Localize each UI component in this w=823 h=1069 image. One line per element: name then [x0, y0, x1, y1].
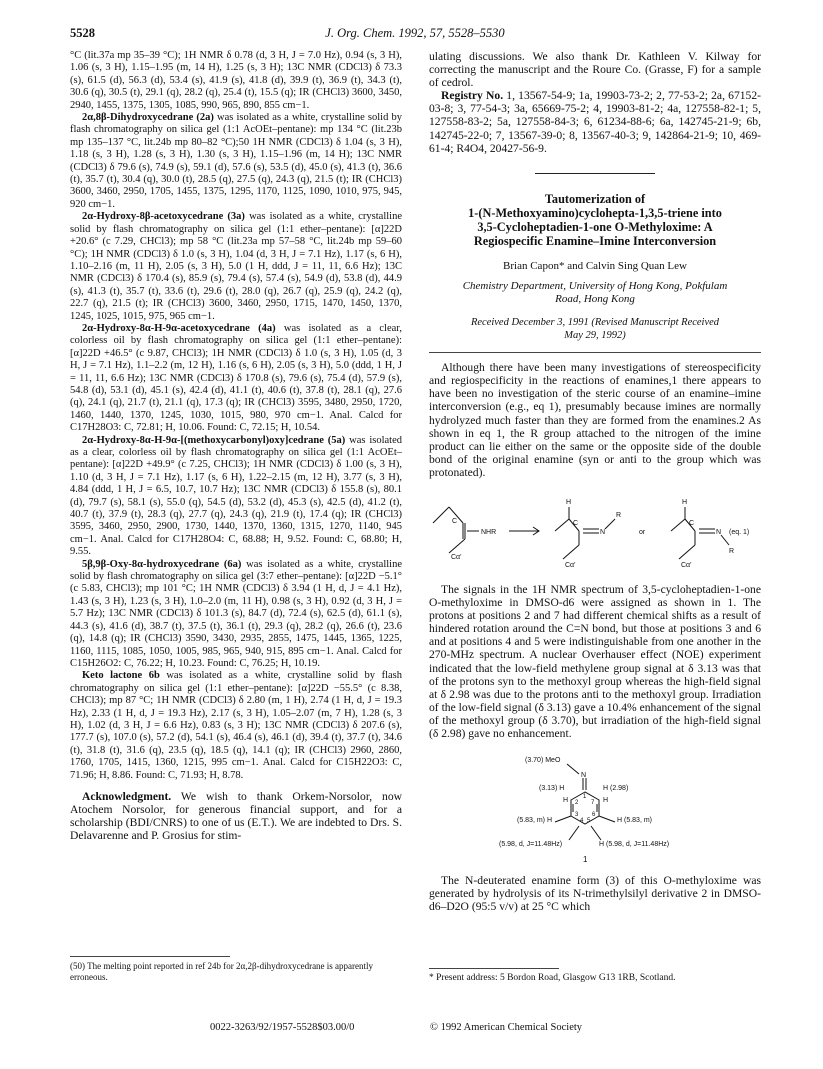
- registry-text: 1, 13567-54-9; 1a, 19903-73-2; 2, 77-53-2; 2a, 67152-03-8; 3, 77-54-3; 3a, 65669-75-2; 4, 19903-81-2; 4a, 127558-82-1; 5, 127558-83-2; 5a, 127558-84-3; 6, 61234-88-6; 6a, 142745-21-9; 6b, 142745-22-0; 7, 13567-39-0; 8, 13567-40-3; 9, 142864-21-9; 10, 469-61-4; R4O4, 20427-56-9.: [429, 89, 761, 155]
- registry-numbers: [429, 89, 761, 154]
- paragraph-3a: [70, 211, 402, 323]
- received-dates: [429, 316, 761, 342]
- affiliation: [429, 280, 761, 306]
- deuterated-enamine-paragraph: The N-deuterated enamine form (3) of this O-methyloxime was generated by hydrolysis of its N-trimethylsilyl derivative 2 in DMSO-d6–D2O (95:5 v/v) at 25 °C which: [429, 874, 761, 914]
- title-line-3: 3,5-Cycloheptadien-1-one O-Methyloxime: A: [477, 219, 713, 234]
- fig-position-1: 1: [583, 794, 587, 801]
- compound-6b-heading: Keto lactone 6b: [82, 670, 160, 682]
- fig-h313-label: (3.13) H: [539, 785, 565, 793]
- fig-position-2: 2: [575, 800, 579, 807]
- compound-6a-heading: 5β,9β-Oxy-8α-hydroxycedrane (6a): [82, 558, 242, 570]
- paragraph-1a-data: °C (lit.37a mp 35–39 °C); 1H NMR δ 0.78 (d, 3 H, J = 7.0 Hz), 0.94 (s, 3 H), 1.06 (s, 3 H), 1.15–1.95 (m, 14 H), 1.25 (s, 3 H); 13C NMR (CDCl3) δ 73.3 (s), 61.5 (d), 56.3 (d), 53.4 (s), 41.9 (s), 41.8 (d), 39.9 (t), 36.9 (t), 34.3 (t), 30.6 (q), 30.5 (t), 29.1 (q), 28.2 (q), 25.4 (t), 15.5 (q); IR (CHCl3) 3600, 3450, 2940, 1455, 1375, 1305, 1085, 990, 965, 890, 855 cm−1.: [70, 50, 402, 111]
- scheme-c-middle: C: [573, 520, 579, 527]
- compound-2a-text: was isolated as a white, crystalline solid by flash chromatography on silica gel (1:1 AcOEt–pentane): mp 134 °C (lit.23b mp 135–137 °C, lit.24b mp 80–82 °C);50 1H NMR (CDCl3) δ 1.04 (s, 3 H), 1.18 (s, 3 H), 1.28 (s, 3 H), 1.30 (s, 3 H), 1.15–1.96 (m, 14 H); 13C NMR (CDCl3) δ 79.6 (s), 74.9 (s), 59.1 (d), 57.6 (s), 53.5 (d), 45.0 (s), 41.3 (t), 36.6 (t), 35.7 (t), 30.4 (q), 30.0 (t), 28.5 (q), 27.5 (q), 24.3 (q), 21.5 (t); IR (CHCl3) 3600, 3460, 2950, 1705, 1455, 1375, 1295, 1170, 1125, 1090, 1010, 975, 945, 920 cm−1.: [70, 112, 402, 210]
- paragraph-6a: [70, 559, 402, 671]
- right-column: [429, 50, 761, 913]
- received-line-1: Received December 3, 1991 (Revised Manuscript Received: [470, 317, 720, 329]
- page-header: [70, 26, 760, 42]
- fig-h598-right: H (5.98, d, J=11.48Hz): [599, 841, 670, 849]
- compound-3a-heading: 2α-Hydroxy-8β-acetoxycedrane (3a): [82, 211, 245, 223]
- intro-paragraph: Although there have been many investigations of stereospecificity and regiospecificity in the reactions of enamines,1 there appears to have been no investigation of the steric course of an enamine–imine interconversion (e.g., eq 1), presumably because imines are normally hydrolyzed much faster than they are formed from the enamines.2 As shown in eq 1, the R group attached to the nitrogen of the imine product can lie either on the same or the opposite side of the double bond of the original enamine (syn or anti to the group which was protonated).: [429, 361, 761, 479]
- compound-4a-heading: 2α-Hydroxy-8α-H-9α-acetoxycedrane (4a): [82, 322, 276, 334]
- copyright: © 1992 American Chemical Society: [430, 1022, 583, 1033]
- journal-citation: J. Org. Chem. 1992, 57, 5528–5530: [325, 26, 505, 40]
- fig-position-6: 6: [592, 812, 596, 819]
- affiliation-line-2: Road, Hong Kong: [555, 293, 635, 306]
- acknowledgment-text: We wish to thank Orkem-Norsolor, now Atochem Norsolor, for generous financial support, and for a scholarship (BDI/CNRS) to one of us (E.T.). We are indebted to Drs. S. Delavarenne and P. Grosius for stim-: [70, 789, 402, 843]
- scheme-eq-label: (eq. 1): [729, 529, 750, 536]
- compound-6a-text: was isolated as a white, crystalline solid by flash chromatography on silica gel (3:7 ether–pentane): [α]22D −5.1° (c 5.83, CHCl3); mp 101 °C; 1H NMR (CDCl3) δ 3.94 (1 H, d, J = 4.1 Hz), 1.43 (s, 3 H), 1.23 (s, 3 H), 1.0–2.0 (m, 11 H), 0.98 (s, 3 H), 0.92 (d, 3 H, J = 5.7 Hz); 13C NMR (CDCl3) δ 101.3 (s), 84.7 (d), 72.4 (s), 62.5 (d), 61.1 (s), 44.3 (s), 41.6 (d), 38.7 (t), 37.5 (t), 36.1 (t), 29.3 (q), 28.2 (q), 26.6 (t), 23.6 (q), 14.8 (q); IR (CHCl3) 3590, 3430, 2935, 2855, 1475, 1445, 1365, 1225, 1160, 1115, 1085, 1050, 1005, 985, 965, 940, 915, 895 cm−1. Anal. Calcd for C15H26O2: C, 76.22; H, 10.23. Found: C, 76.25; H, 10.19.: [70, 558, 402, 669]
- paragraph-6b: [70, 670, 402, 782]
- present-address-note: * Present address: 5 Bordon Road, Glasgow G13 1RB, Scotland.: [429, 973, 676, 983]
- scheme-ca-right: Cα': [681, 562, 692, 569]
- scheme-h-middle: H: [566, 499, 572, 506]
- fig-compound-number: 1: [583, 855, 588, 865]
- title-line-1: Tautomerization of: [544, 191, 646, 206]
- acknowledgment-continued: ulating discussions. We also thank Dr. Kathleen V. Kilway for correcting the manuscript and the Roure Co. (Grasse, F) for a sample of cedrol.: [429, 50, 761, 90]
- fig-position-3: 3: [575, 812, 579, 819]
- fig-h298-label: H (2.98): [603, 785, 629, 793]
- scheme-r-right: R: [729, 548, 735, 555]
- acknowledgment: [70, 790, 402, 842]
- scheme-h-right: H: [682, 499, 688, 506]
- page-number: 5528: [70, 26, 95, 40]
- fig-n-label: N: [581, 772, 587, 780]
- acknowledgment-heading: Acknowledgment.: [82, 789, 172, 803]
- scheme-ca-left: Cα': [451, 554, 462, 561]
- scheme-c-right: C: [689, 520, 695, 527]
- scheme-n-middle: N: [600, 529, 606, 536]
- scheme-or-label: or: [639, 529, 646, 536]
- footnote-right-rule: [429, 968, 559, 969]
- fig-h583-left: (5.83, m) H: [517, 817, 553, 825]
- footnote-left-rule: [70, 956, 230, 957]
- scheme-ca-middle: Cα': [565, 562, 576, 569]
- scheme-c-label-left: C: [452, 518, 458, 525]
- title-line-4: Regiospecific Enamine–Imine Interconversion: [473, 233, 717, 248]
- oxime-structure-1: [429, 750, 761, 868]
- registry-heading: Registry No.: [441, 89, 504, 103]
- article-code: 0022-3263/92/1957-5528$03.00/0: [210, 1022, 355, 1033]
- scheme-nhr-label: NHR: [481, 529, 497, 536]
- fig-h-right: H: [603, 797, 609, 805]
- fig-position-7: 7: [591, 800, 595, 807]
- scheme-n-right: N: [716, 529, 722, 536]
- affiliation-line-1: Chemistry Department, University of Hong Kong, Pokfulam: [462, 280, 728, 293]
- fig-meo-label: (3.70) MeO: [525, 757, 561, 765]
- fig-position-5: 5: [587, 818, 591, 825]
- paragraph-2a: [70, 112, 402, 211]
- title-line-2: 1-(N-Methoxyamino)cyclohepta-1,3,5-triene into: [468, 205, 722, 220]
- compound-6b-text: was isolated as a white, crystalline solid by flash chromatography on silica gel (1:1 ether–pentane): [α]22D −55.5° (c 8.38, CHCl3); mp 87 °C; 1H NMR (CDCl3) δ 2.80 (m, 1 H), 2.74 (1 H, d, J = 19.3 Hz), 2.33 (1 H, d, J = 19.3 Hz), 2.17 (s, 3 H), 1.05–2.07 (m, 7 H), 1.28 (s, 3 H), 1.02 (d, 3 H, J = 6.6 Hz), 0.83 (s, 3 H); 13C NMR (CDCl3) δ 207.6 (s), 177.7 (s), 107.0 (s), 57.2 (d), 54.1 (s), 46.4 (s), 46.1 (d), 39.4 (t), 37.7 (t), 34.6 (t), 31.8 (t), 31.6 (q), 23.5 (q), 18.5 (q), 14.1 (q); IR (CHCl3) 2960, 2860, 1760, 1705, 1415, 1360, 1215, 995 cm−1. Anal. Calcd for C15H22O3: C, 71.96; H, 8.86. Found: C, 71.93; H, 8.78.: [70, 670, 402, 781]
- compound-4a-text: was isolated as a clear, colorless oil by flash chromatography on silica gel (1:1 ether–pentane): [α]22D +46.5° (c 9.87, CHCl3); 1H NMR (CDCl3) δ 1.0 (s, 3 H), 1.05 (d, 3 H, J = 7.1 Hz), 1.1–2.2 (m, 12 H), 1.16 (s, 6 H), 2.05 (s, 3 H), 5.0 (ddd, 1 H, J = 11, 11, 6.6 Hz); 13C NMR (CDCl3) δ 170.8 (s), 79.6 (s), 75.4 (d), 57.9 (s), 54.8 (d), 53.1 (d), 45.1 (s), 42.4 (d), 41.1 (t), 40.6 (t), 37.8 (t), 28.1 (q), 27.6 (q), 24.1 (q), 21.7 (t), 21.1 (q), 17.3 (q); IR (CHCl3) 3595, 3480, 2950, 1720, 1460, 1440, 1370, 1245, 1030, 1015, 980, 970 cm−1. Anal. Calcd for C17H28O3: C, 72.81; H, 10.06. Found: C, 72.15; H, 10.54.: [70, 322, 402, 434]
- footnote-left: [70, 956, 402, 983]
- left-column: [70, 50, 402, 842]
- compound-2a-heading: 2α,8β-Dihydroxycedrane (2a): [82, 112, 214, 124]
- fig-h-left: H: [563, 797, 569, 805]
- authors: Brian Capon* and Calvin Sing Quan Lew: [503, 259, 687, 272]
- fig-position-4: 4: [580, 818, 584, 825]
- paragraph-4a: [70, 323, 402, 435]
- scheme-r-middle: R: [616, 512, 622, 519]
- paragraph-5a: [70, 435, 402, 559]
- fig-h583-right: H (5.83, m): [617, 817, 653, 825]
- footnote-right: [429, 968, 761, 984]
- abstract-rule: [429, 352, 761, 353]
- received-line-2: May 29, 1992): [564, 330, 626, 342]
- footnote-50: (50) The melting point reported in ref 24b for 2α,2β-dihydroxycedrane is apparently erroneous.: [70, 961, 374, 982]
- article-title: [429, 192, 761, 248]
- equation-1-scheme: [429, 487, 761, 575]
- nmr-assignment-paragraph: The signals in the 1H NMR spectrum of 3,5-cycloheptadien-1-one O-methyloxime in DMSO-d6 were assigned as shown in 1. The protons at positions 2 and 7 had different chemical shifts as a result of hindered rotation around the C=N bond, but those at positions 3 and 6 and at positions 4 and 5 were indistinguishable from one another in the 270-MHz spectrum. A nuclear Overhauser effect (NOE) experiment indicated that the low-field methylene group signal at δ 3.13 was that of the protons syn to the methoxyl group whereas the high-field signal at δ 2.98 was due to the protons anti to the methoxyl group. Irradiation of the low-field signal (δ 3.13) gave a 10.4% enhancement of the signal of the methoxyl group (δ 3.70), but irradiation of the high-field signal (δ 2.98) gave no enhancement.: [429, 583, 761, 741]
- compound-5a-heading: 2α-Hydroxy-8α-H-9α-[(methoxycarbonyl)oxy]cedrane (5a): [82, 434, 346, 446]
- enamine-imine-scheme: [429, 487, 761, 575]
- structure-1-figure: [429, 750, 761, 868]
- section-divider: [535, 173, 655, 174]
- compound-5a-text: was isolated as a clear, colorless oil by flash chromatography on silica gel (1:1 AcOEt–pentane): [α]22D +49.9° (c 7.25, CHCl3); 1H NMR (CDCl3) δ 1.00 (s, 3 H), 1.10 (d, 3 H, J = 7.1 Hz), 1.17 (s, 6 H), 1.22–2.15 (m, 12 H), 3.77 (s, 3 H), 4.84 (ddd, 1 H, J = 6.5, 10.7, 10.7 Hz); 13C NMR (CDCl3) δ 155.8 (s), 80.1 (d), 79.7 (s), 58.1 (s), 55.0 (q), 54.5 (d), 53.2 (d), 45.3 (s), 42.5 (d), 41.2 (t), 40.7 (t), 37.9 (t), 28.3 (q), 27.7 (q), 24.3 (q), 21.9 (t), 17.4 (q); IR (CHCl3) 3595, 3460, 2950, 2900, 1730, 1440, 1370, 1360, 1315, 1270, 1140, 945 cm−1. Anal. Calcd for C17H28O4: C, 68.88; H, 9.52. Found: C, 68.80; H, 9.55.: [70, 434, 402, 558]
- fig-h598-left: (5.98, d, J=11.48Hz): [499, 841, 563, 849]
- compound-3a-text: was isolated as a white, crystalline solid by flash chromatography on silica gel (1:1 ether–pentane): [α]22D +20.6° (c 7.29, CHCl3); mp 58 °C (lit.23a mp 57–58 °C, lit.24b mp 59–60 °C); 1H NMR (CDCl3) δ 1.0 (s, 3 H), 1.04 (d, 3 H, J = 7.1 Hz), 1.17 (s, 6 H), 1.10–2.16 (m, 11 H), 2.05 (s, 3 H), 5.0 (1 H, ddd, J = 11, 11, 6.6 Hz); 13C NMR (CDCl3) δ 170.4 (s), 85.9 (s), 79.4 (s), 57.4 (s), 54.9 (d), 53.8 (d), 44.9 (s), 41.3 (t), 35.7 (t), 33.6 (t), 29.6 (t), 28.0 (q), 26.7 (q), 25.9 (q), 24.2 (q), 22.7 (q), 21.5 (t); IR (CHCl3) 3600, 3460, 2950, 1715, 1470, 1450, 1370, 1245, 1025, 1015, 975, 965 cm−1.: [70, 211, 402, 322]
